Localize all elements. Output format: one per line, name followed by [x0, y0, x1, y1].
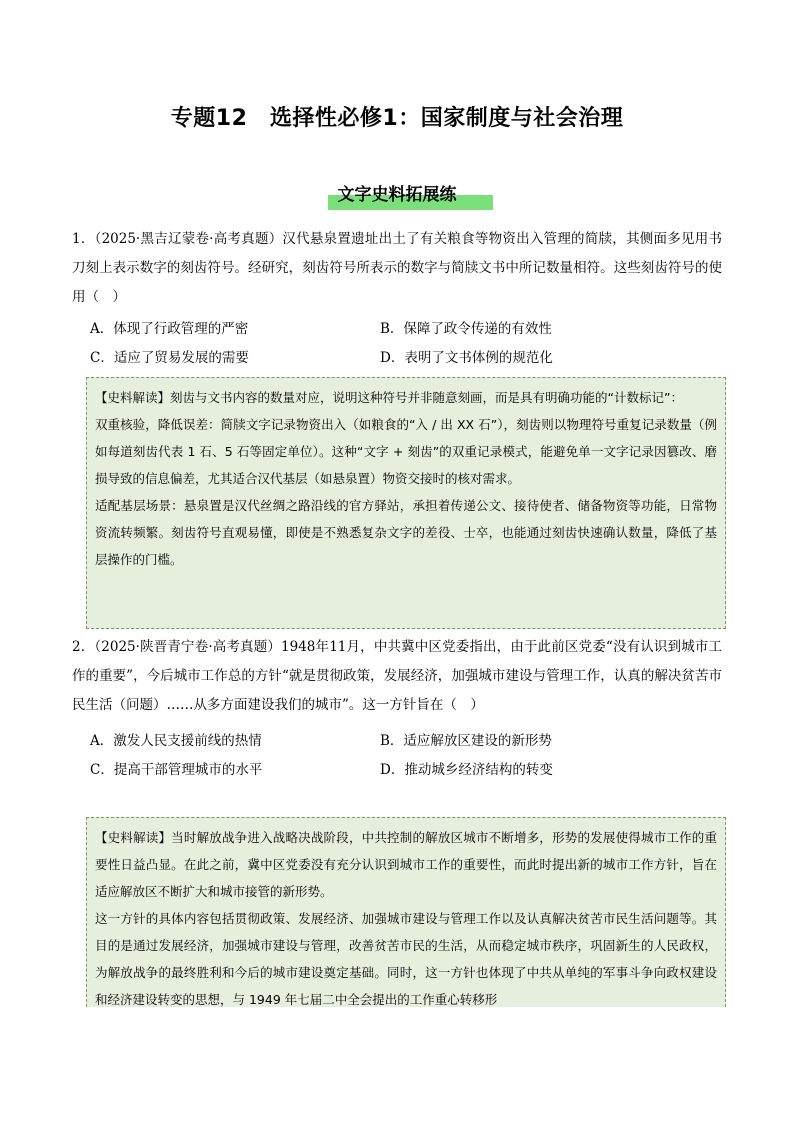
question-1-stem: 1．（2025·黑吉辽蒙卷·高考真题）汉代悬泉置遗址出土了有关粮食等物资出入管理的简牍，其侧面多见用书刀刻上表示数字的刻齿符号。经研究，刻齿符号所表示的数字与简牍文书中所记数量相符。这些刻齿符号的使用（ ） [72, 231, 722, 305]
question-1-explanation [86, 377, 726, 629]
question-2-explanation [86, 817, 726, 1007]
option-d: D．表明了文书体例的规范化 [380, 350, 553, 366]
explanation-paragraph: 【史料解读】当时解放战争进入战略决战阶段，中共控制的解放区城市不断增多，形势的发展使得城市工作的重要性日益凸显。在此之前，冀中区党委没有充分认识到城市工作的重要性，而此时提出新的城市工作方针，旨在适应解放区不断扩大和城市接管的新形势。 [95, 830, 717, 899]
option-b: B．保障了政令传递的有效性 [380, 321, 552, 337]
page-title: 专题12 选择性必修1：国家制度与社会治理 [170, 106, 624, 131]
option-a: A．激发人民支援前线的热情 [90, 733, 262, 749]
section-header [0, 182, 794, 208]
question-1 [72, 225, 722, 312]
section-label-text: 文字史料拓展练 [337, 185, 457, 205]
explanation-paragraph: 【史料解读】刻齿与文书内容的数量对应，说明这种符号并非随意刻画，而是具有明确功能的“计数标记”： [95, 390, 683, 405]
explanation-paragraph: 双重核验，降低误差：简牍文字记录物资出入（如粮食的“入 / 出 XX 石”），刻齿则以物理符号重复记录数量（例如每道刻齿代表 1 石、5 石等固定单位）。这种“文字 + 刻齿”的双重记录模式，能避免单一文字记录因篡改、磨损导致的信息偏差，尤其适合汉代基层（如悬泉置）物资交接时的核对需求。 [95, 417, 717, 486]
question-2 [72, 633, 722, 720]
question-1-options [90, 315, 710, 373]
explanation-paragraph: 适配基层场景：悬泉置是汉代丝绸之路沿线的官方驿站，承担着传递公文、接待使者、储备物资等功能，日常物资流转频繁。刻齿符号直观易懂，即使是不熟悉复杂文字的差役、士卒，也能通过刻齿快速确认数量，降低了基层操作的门槛。 [95, 498, 717, 567]
question-2-stem: 2．（2025·陕晋青宁卷·高考真题）1948年11月，中共冀中区党委指出，由于此前区党委“没有认识到城市工作的重要”，今后城市工作总的方针“就是贯彻政策，发展经济，加强城市建设与管理工作，认真的解决贫苦市民生活（问题）……从多方面建设我们的城市”。这一方针旨在（ ） [72, 639, 722, 713]
option-c: C．适应了贸易发展的需要 [90, 350, 249, 366]
option-a: A．体现了行政管理的严密 [90, 321, 249, 337]
explanation-paragraph: 这一方针的具体内容包括贯彻政策、发展经济、加强城市建设与管理工作以及认真解决贫苦市民生活问题等。其目的是通过发展经济，加强城市建设与管理，改善贫苦市民的生活，从而稳定城市秩序，巩固新生的人民政权，为解放战争的最终胜利和今后的城市建设奠定基础。同时，这一方针也体现了中共从单纯的军事斗争向政权建设和经济建设转变的思想，与 1949 年七届二中全会提出的工作重心转移形 [95, 911, 717, 1007]
option-d: D．推动城乡经济结构的转变 [380, 762, 553, 778]
option-b: B．适应解放区建设的新形势 [380, 733, 552, 749]
section-label [324, 182, 471, 208]
option-c: C．提高干部管理城市的水平 [90, 762, 263, 778]
question-2-options [90, 727, 710, 785]
